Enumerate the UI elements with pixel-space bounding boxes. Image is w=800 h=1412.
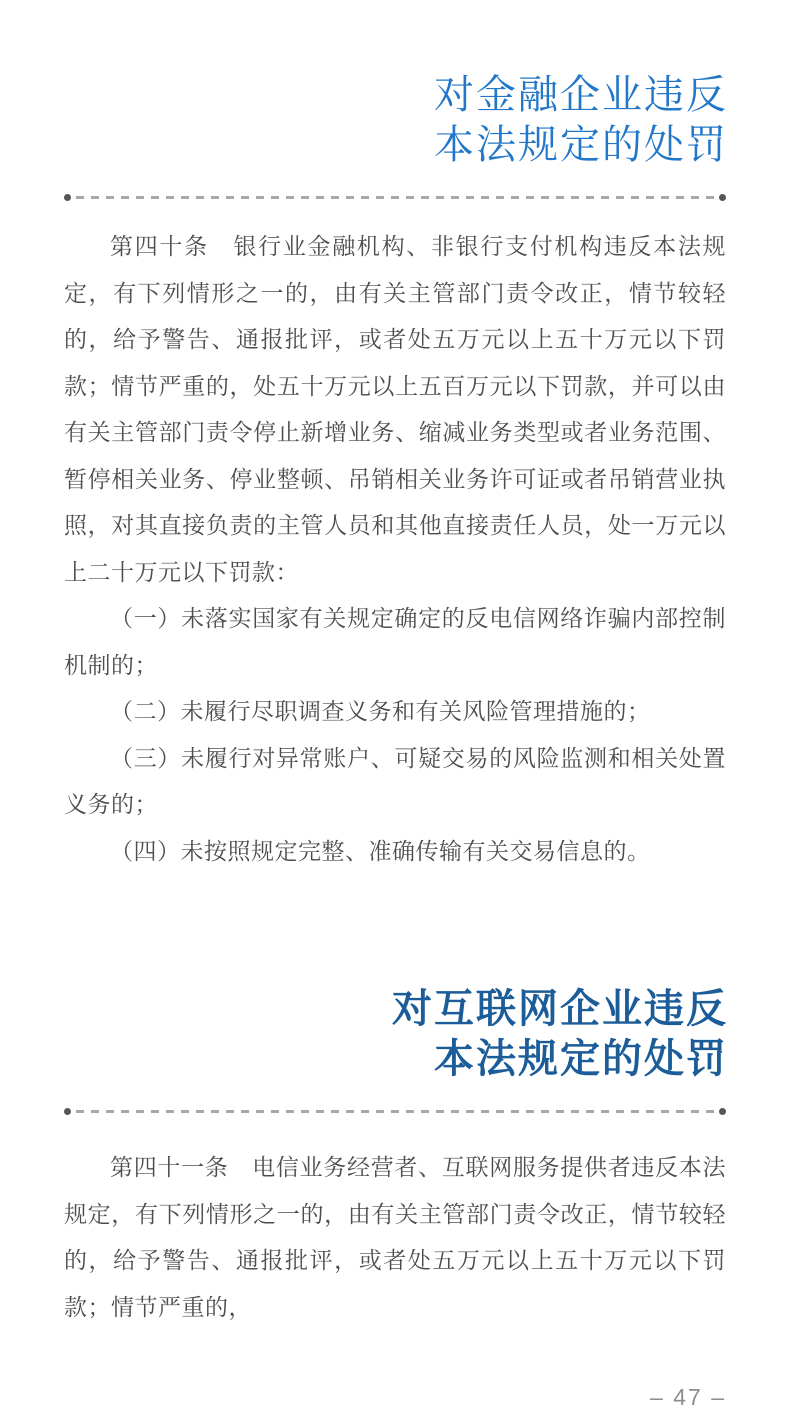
article-40-paragraph: 第四十条 银行业金融机构、非银行支付机构违反本法规定，有下列情形之一的，由有关主管部门责令改正，情节较轻的，给予警告、通报批评，或者处五万元以上五十万元以下罚款；情节严重的，处五十万元以上五百万元以下罚款，并可以由有关主管部门责令停止新增业务、缩减业务类型或者业务范围、暂停相关业务、停业整顿、吊销相关业务许可证或者吊销营业执照，对其直接负责的主管人员和其他直接责任人员，处一万元以上二十万元以下罚款：	[64, 233, 726, 585]
divider-dot-right	[719, 194, 726, 201]
article-41-paragraph: 第四十一条 电信业务经营者、互联网服务提供者违反本法规定，有下列情形之一的，由有关主管部门责令改正，情节较轻的，给予警告、通报批评，或者处五万元以上五十万元以下罚款；情节严重的，	[64, 1154, 726, 1320]
heading-line-2: 本法规定的处罚	[434, 123, 728, 167]
divider-dashes	[76, 196, 714, 199]
dashed-divider	[64, 1108, 726, 1115]
divider-dot-right	[719, 1108, 726, 1115]
heading-line-2: 本法规定的处罚	[434, 1037, 728, 1081]
article-40-item-2: （二）未履行尽职调查义务和有关风险管理措施的；	[110, 698, 651, 724]
article-40-item-1: （一）未落实国家有关规定确定的反电信网络诈骗内部控制机制的；	[64, 605, 726, 678]
section-heading-financial	[64, 70, 728, 170]
dashed-divider	[64, 194, 726, 201]
article-40-item-4: （四）未按照规定完整、准确传输有关交易信息的。	[110, 837, 651, 864]
page-number: – 47 –	[650, 1384, 726, 1410]
article-40-body	[64, 223, 726, 874]
heading-line-1: 对互联网企业违反	[392, 987, 728, 1031]
heading-line-1: 对金融企业违反	[434, 73, 728, 117]
article-40-item-3: （三）未履行对异常账户、可疑交易的风险监测和相关处置义务的；	[64, 744, 726, 817]
divider-dot-left	[64, 194, 71, 201]
article-41-body	[64, 1144, 726, 1330]
divider-dashes	[76, 1110, 714, 1113]
divider-dot-left	[64, 1108, 71, 1115]
section-heading-internet	[64, 984, 728, 1084]
